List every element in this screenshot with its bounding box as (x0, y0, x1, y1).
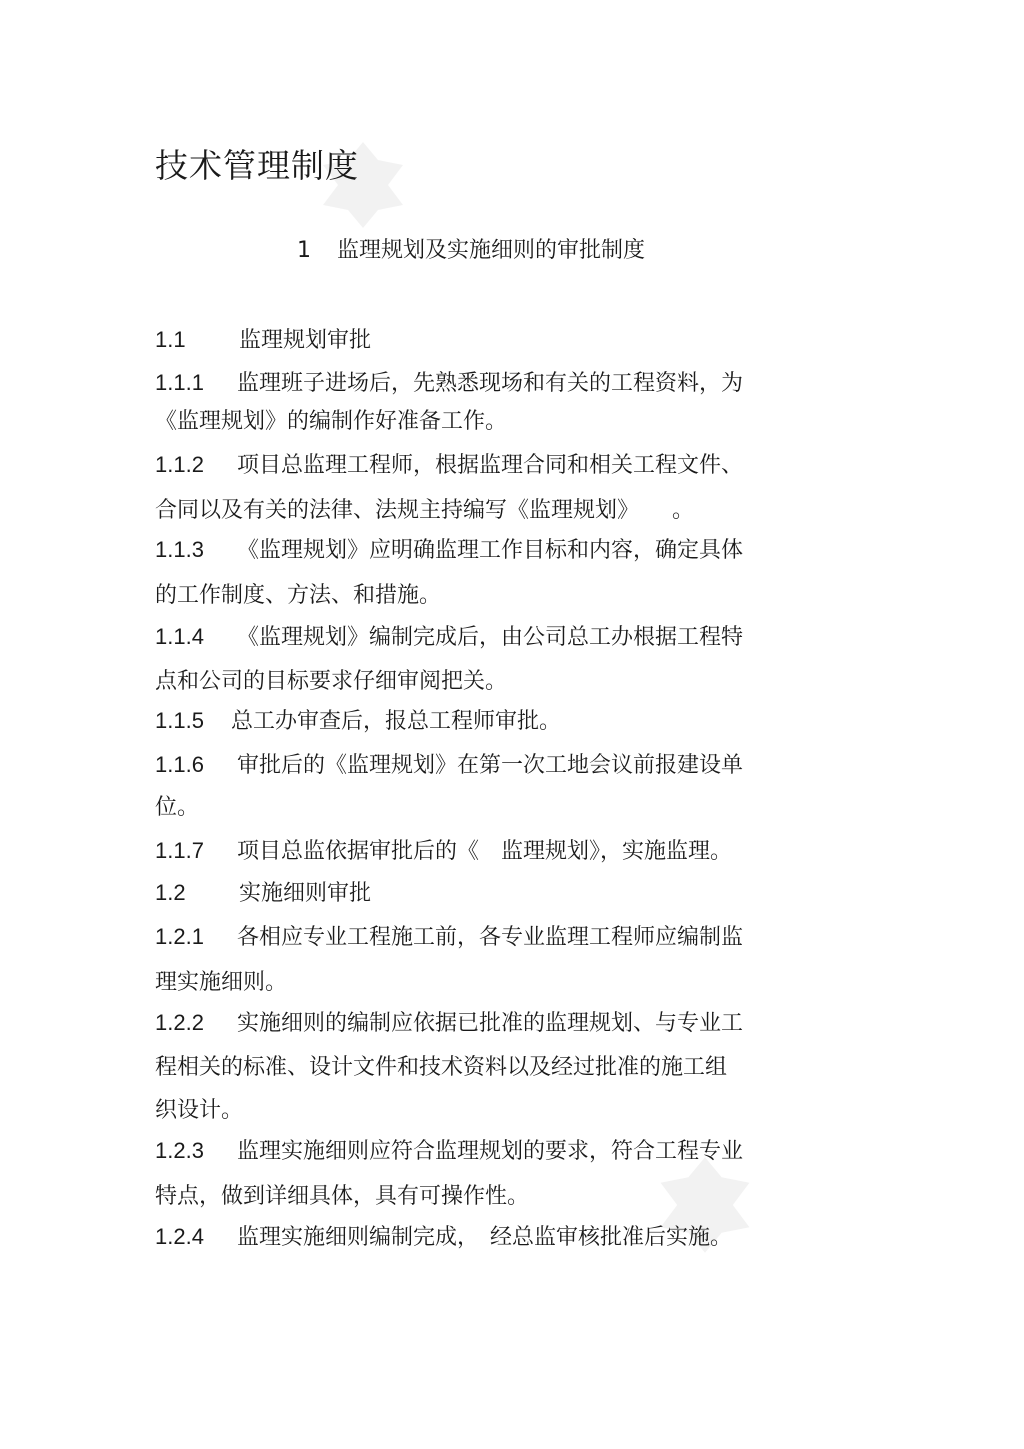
clause-number: 1.1.7 (155, 838, 204, 863)
clause-number: 1.2.4 (155, 1224, 204, 1249)
clause-text: 理实施细则。 (155, 970, 288, 995)
clause-number: 1.1.3 (155, 537, 204, 562)
clause-text: 《监理规划》的编制作好准备工作。 (155, 409, 508, 434)
clause-line (155, 664, 507, 695)
clause-text: 特点，做到详细具体，具有可操作性。 (155, 1184, 530, 1209)
clause-line (155, 1179, 529, 1210)
clause-line (155, 1050, 727, 1081)
clause-number: 1.1.6 (155, 752, 204, 777)
clause-number: 1.1 (155, 327, 186, 352)
clause-line (155, 448, 743, 479)
clause-line (155, 790, 199, 821)
clause-text: 《监理规划》编制完成后，由公司总工办根据工程特 (237, 625, 744, 650)
clause-number: 1.2.1 (155, 924, 204, 949)
clause-text: 监理实施细则编制完成， 经总监审核批准后实施。 (237, 1225, 733, 1250)
page-title: 技术管理制度 (155, 146, 359, 185)
clause-number: 1.2 (155, 880, 186, 905)
clause-line (155, 1006, 743, 1037)
clause-number: 1.1.1 (155, 370, 204, 395)
clause-line (155, 965, 287, 996)
clause-text: 项目总监理工程师，根据监理合同和相关工程文件、 (237, 453, 744, 478)
clause-text: 项目总监依据审批后的《 监理规划》，实施监理。 (237, 839, 733, 864)
clause-text: 点和公司的目标要求仔细审阅把关。 (155, 669, 508, 694)
clause-number: 1.1.5 (155, 708, 204, 733)
clause-line (155, 1134, 743, 1165)
clause-line (155, 704, 561, 735)
clause-line (155, 404, 507, 435)
clause-line (155, 834, 732, 865)
clause-line (155, 876, 371, 907)
clause-line (155, 366, 743, 397)
clause-line (155, 323, 371, 354)
clause-number: 1.2.3 (155, 1138, 204, 1163)
clause-line (155, 748, 743, 779)
clause-text: 程相关的标准、设计文件和技术资料以及经过批准的施工组 (155, 1055, 728, 1080)
clause-text: 监理实施细则应符合监理规划的要求，符合工程专业 (237, 1139, 744, 1164)
clause-text: 实施细则的编制应依据已批准的监理规划、与专业工 (237, 1011, 744, 1036)
clause-number: 1.1.4 (155, 624, 204, 649)
section-title: 监理规划及实施细则的审批制度 (337, 238, 646, 263)
clause-text: 合同以及有关的法律、法规主持编写《监理规划》 。 (155, 498, 695, 523)
clause-text: 审批后的《监理规划》在第一次工地会议前报建设单 (237, 753, 744, 778)
clause-text: 监理规划审批 (239, 328, 372, 353)
clause-number: 1.1.2 (155, 452, 204, 477)
clause-text: 的工作制度、方法、和措施。 (155, 583, 442, 608)
clause-line (155, 1093, 243, 1124)
section-heading (297, 233, 645, 264)
clause-text: 位。 (155, 795, 200, 820)
clause-number: 1.2.2 (155, 1010, 204, 1035)
clause-text: 织设计。 (155, 1098, 244, 1123)
clause-line (155, 920, 743, 951)
clause-line (155, 620, 743, 651)
clause-line (155, 493, 694, 524)
clause-line (155, 1220, 732, 1251)
clause-line (155, 578, 441, 609)
clause-text: 总工办审查后，报总工程师审批。 (231, 709, 562, 734)
clause-text: 各相应专业工程施工前，各专业监理工程师应编制监 (237, 925, 744, 950)
clause-text: 《监理规划》应明确监理工作目标和内容，确定具体 (237, 538, 744, 563)
clause-line (155, 533, 743, 564)
section-number: 1 (297, 238, 311, 263)
clause-text: 监理班子进场后，先熟悉现场和有关的工程资料，为 (237, 371, 744, 396)
clause-text: 实施细则审批 (239, 881, 372, 906)
